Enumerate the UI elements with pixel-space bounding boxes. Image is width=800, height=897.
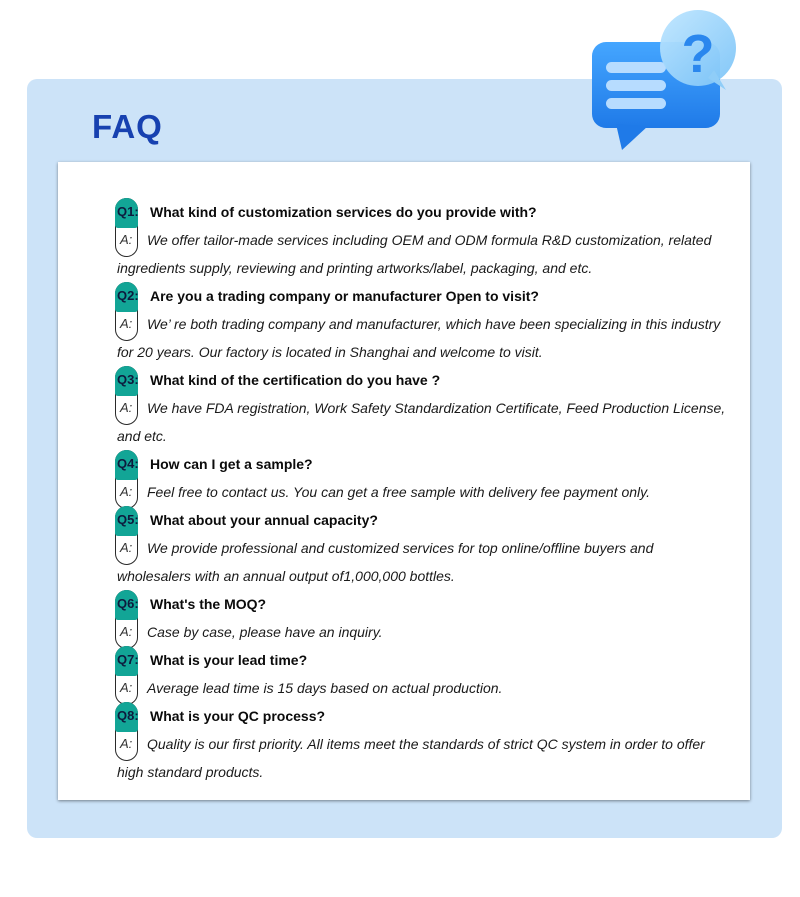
question-text: What is your QC process?: [150, 708, 326, 724]
faq-item: [115, 450, 727, 506]
question-label: Q7:: [117, 652, 139, 667]
answer-text: Quality is our first priority. All items meet the standards of strict QC system in order to offer high standard products.: [117, 736, 705, 780]
question-text: What's the MOQ?: [150, 596, 267, 612]
chat-question-icon: [586, 6, 746, 156]
answer-label: A:: [120, 540, 133, 555]
faq-list: [115, 198, 727, 786]
faq-item: [115, 198, 727, 282]
answer-label: A:: [120, 624, 133, 639]
question-label: Q4:: [117, 456, 139, 471]
question-text: How can I get a sample?: [150, 456, 313, 472]
question-text: What is your lead time?: [150, 652, 308, 668]
question: [115, 282, 727, 310]
answer-text: Average lead time is 15 days based on actual production.: [147, 680, 503, 696]
answer: [115, 674, 727, 702]
faq-item: [115, 506, 727, 590]
answer-text: Feel free to contact us. You can get a free sample with delivery fee payment only.: [147, 484, 650, 500]
answer-text: We offer tailor-made services including OEM and ODM formula R&D customization, related ingredients supply, reviewing and printing artworks/label, packaging, and etc.: [117, 232, 712, 276]
page-title: FAQ: [92, 108, 163, 145]
question-text: What kind of customization services do you provide with?: [150, 204, 537, 220]
question-label: Q3:: [117, 372, 139, 387]
answer-text: We have FDA registration, Work Safety Standardization Certificate, Feed Production License, and etc.: [117, 400, 726, 444]
question-label: Q5:: [117, 512, 139, 527]
question-text: What about your annual capacity?: [150, 512, 378, 528]
answer: [115, 478, 727, 506]
answer-label: A:: [120, 680, 133, 695]
answer-label: A:: [120, 484, 133, 499]
question: [115, 450, 727, 478]
answer: [115, 226, 727, 282]
faq-item: [115, 282, 727, 366]
faq-item: [115, 366, 727, 450]
question-label: Q6:: [117, 596, 139, 611]
answer-text: We’ re both trading company and manufacturer, which have been specializing in this industry for 20 years. Our factory is located in Shanghai and welcome to visit.: [117, 316, 721, 360]
question: [115, 506, 727, 534]
answer: [115, 618, 727, 646]
answer: [115, 534, 727, 590]
faq-item: [115, 646, 727, 702]
question: [115, 366, 727, 394]
faq-item: [115, 702, 727, 786]
question: [115, 646, 727, 674]
question-text: What kind of the certification do you have ?: [150, 372, 441, 388]
svg-text:?: ?: [681, 24, 715, 84]
answer-label: A:: [120, 316, 133, 331]
answer: [115, 310, 727, 366]
faq-item: [115, 590, 727, 646]
question: [115, 702, 727, 730]
question: [115, 590, 727, 618]
question: [115, 198, 727, 226]
question-label: Q2:: [117, 288, 139, 303]
question-label: Q8:: [117, 708, 139, 723]
answer: [115, 394, 727, 450]
question-text: Are you a trading company or manufacturer Open to visit?: [150, 288, 539, 304]
answer-label: A:: [120, 232, 133, 247]
answer: [115, 730, 727, 786]
answer-label: A:: [120, 400, 133, 415]
answer-text: We provide professional and customized services for top online/offline buyers and wholesalers with an annual output of1,000,000 bottles.: [117, 540, 654, 584]
answer-label: A:: [120, 736, 133, 751]
answer-text: Case by case, please have an inquiry.: [147, 624, 383, 640]
question-label: Q1:: [117, 204, 139, 219]
